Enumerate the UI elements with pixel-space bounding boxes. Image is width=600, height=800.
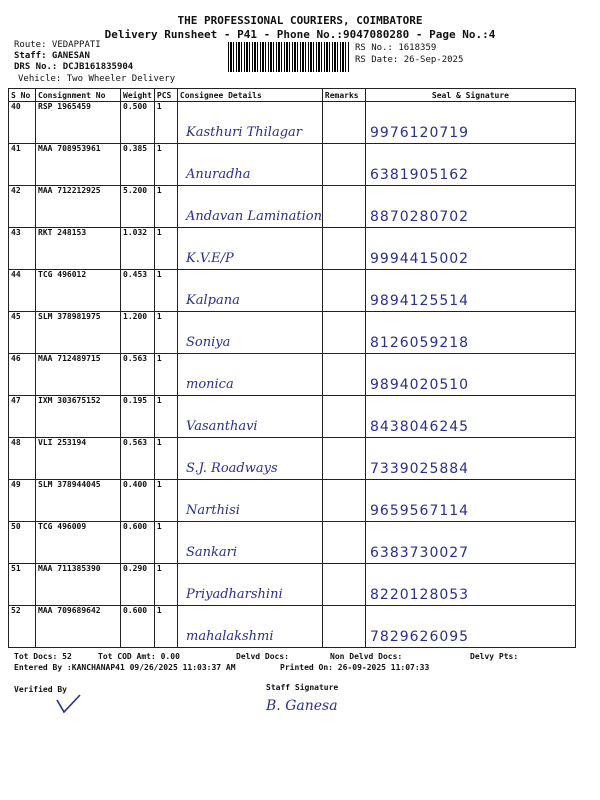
col-remarks: Remarks — [322, 89, 365, 102]
cell-consignment-no: RSP 1965459 — [36, 102, 121, 144]
handwritten-consignee-name: mahalakshmi — [186, 629, 274, 644]
cell-pcs: 1 — [154, 102, 177, 144]
cell-weight: 1.032 — [121, 228, 155, 270]
cell-weight: 0.385 — [121, 144, 155, 186]
cell-remarks — [322, 564, 365, 606]
cell-remarks — [322, 186, 365, 228]
verified-signature-mark — [54, 692, 84, 716]
cell-weight: 0.195 — [121, 396, 155, 438]
cell-weight: 0.290 — [121, 564, 155, 606]
delivery-points: Delvy Pts: — [470, 652, 519, 661]
handwritten-consignee-name: S.J. Roadways — [186, 461, 278, 476]
barcode — [228, 42, 350, 72]
cell-sno: 48 — [9, 438, 36, 480]
handwritten-consignee-name: Kasthuri Thilagar — [186, 125, 303, 140]
handwritten-phone-number: 8438046245 — [370, 419, 470, 435]
handwritten-phone-number: 9659567114 — [370, 503, 470, 519]
non-delivered-docs: Non Delvd Docs: — [330, 652, 403, 661]
cell-sno: 42 — [9, 186, 36, 228]
delivered-docs: Delvd Docs: — [236, 652, 289, 661]
cell-remarks — [322, 606, 365, 648]
cell-pcs: 1 — [154, 312, 177, 354]
table-row — [9, 480, 576, 522]
cell-remarks — [322, 522, 365, 564]
cell-remarks — [322, 480, 365, 522]
cell-pcs: 1 — [154, 186, 177, 228]
handwritten-consignee-name: monica — [186, 377, 234, 392]
cell-weight: 0.600 — [121, 606, 155, 648]
col-consignment: Consignment No — [36, 89, 121, 102]
handwritten-consignee-name: Sankari — [186, 545, 238, 560]
table-row — [9, 438, 576, 480]
cell-consignment-no: SLM 378944045 — [36, 480, 121, 522]
col-consignee: Consignee Details — [177, 89, 322, 102]
cell-pcs: 1 — [154, 396, 177, 438]
runsheet-table — [8, 88, 576, 648]
handwritten-phone-number: 9894125514 — [370, 293, 470, 309]
verified-by-label: Verified By — [14, 685, 67, 694]
staff-label: Staff: GANESAN — [14, 51, 90, 61]
cell-weight: 0.400 — [121, 480, 155, 522]
col-pcs: PCS — [154, 89, 177, 102]
handwritten-phone-number: 8870280702 — [370, 209, 470, 225]
total-docs: Tot Docs: 52 — [14, 652, 72, 661]
cell-weight: 0.600 — [121, 522, 155, 564]
total-cod: Tot COD Amt: 0.00 — [98, 652, 180, 661]
cell-sno: 41 — [9, 144, 36, 186]
cell-sno: 49 — [9, 480, 36, 522]
handwritten-phone-number: 7339025884 — [370, 461, 470, 477]
cell-pcs: 1 — [154, 228, 177, 270]
col-weight: Weight — [121, 89, 155, 102]
cell-consignment-no: MAA 712489715 — [36, 354, 121, 396]
staff-signature-name: B. Ganesa — [266, 698, 338, 714]
cell-pcs: 1 — [154, 270, 177, 312]
rs-date: RS Date: 26-Sep-2025 — [355, 55, 464, 65]
cell-sno: 43 — [9, 228, 36, 270]
table-row — [9, 564, 576, 606]
staff-signature-label: Staff Signature — [266, 683, 339, 692]
col-seal-signature: Seal & Signature — [365, 89, 575, 102]
handwritten-consignee-name: Soniya — [186, 335, 231, 350]
handwritten-consignee-name: Anuradha — [186, 167, 251, 182]
handwritten-consignee-name: Andavan Lamination — [186, 209, 323, 224]
cell-weight: 0.563 — [121, 438, 155, 480]
cell-consignment-no: MAA 712212925 — [36, 186, 121, 228]
cell-sno: 51 — [9, 564, 36, 606]
cell-consignment-no: TCG 496009 — [36, 522, 121, 564]
handwritten-phone-number: 8126059218 — [370, 335, 470, 351]
cell-consignment-no: MAA 711385390 — [36, 564, 121, 606]
cell-consignment-no: IXM 303675152 — [36, 396, 121, 438]
route-label: Route: VEDAPPATI — [14, 40, 101, 50]
cell-weight: 0.453 — [121, 270, 155, 312]
handwritten-phone-number: 7829626095 — [370, 629, 470, 645]
drs-number: DRS No.: DCJB161835904 — [14, 62, 134, 72]
cell-pcs: 1 — [154, 522, 177, 564]
handwritten-consignee-name: K.V.E/P — [186, 251, 234, 266]
cell-consignment-no: MAA 709689642 — [36, 606, 121, 648]
cell-sno: 50 — [9, 522, 36, 564]
cell-remarks — [322, 438, 365, 480]
cell-remarks — [322, 354, 365, 396]
table-row — [9, 312, 576, 354]
runsheet-subtitle: Delivery Runsheet - P41 - Phone No.:9047080280 - Page No.:4 — [104, 28, 496, 41]
table-row — [9, 270, 576, 312]
handwritten-consignee-name: Vasanthavi — [186, 419, 258, 434]
runsheet-title: THE PROFESSIONAL COURIERS, COIMBATORE — [177, 14, 423, 27]
handwritten-phone-number: 6383730027 — [370, 545, 470, 561]
cell-weight: 1.200 — [121, 312, 155, 354]
handwritten-phone-number: 9994415002 — [370, 251, 470, 267]
handwritten-phone-number: 8220128053 — [370, 587, 470, 603]
handwritten-consignee-name: Narthisi — [186, 503, 240, 518]
cell-sno: 40 — [9, 102, 36, 144]
handwritten-consignee-name: Priyadharshini — [186, 587, 283, 602]
table-row — [9, 144, 576, 186]
cell-consignment-no: MAA 708953961 — [36, 144, 121, 186]
printed-on: Printed On: 26-09-2025 11:07:33 — [280, 663, 430, 672]
rs-number: RS No.: 1618359 — [355, 43, 437, 53]
col-sno: S No — [9, 89, 36, 102]
cell-pcs: 1 — [154, 354, 177, 396]
cell-pcs: 1 — [154, 606, 177, 648]
cell-sno: 52 — [9, 606, 36, 648]
table-row — [9, 522, 576, 564]
table-row — [9, 396, 576, 438]
cell-remarks — [322, 102, 365, 144]
cell-remarks — [322, 396, 365, 438]
table-row — [9, 228, 576, 270]
cell-weight: 5.200 — [121, 186, 155, 228]
cell-consignment-no: SLM 378981975 — [36, 312, 121, 354]
cell-sno: 47 — [9, 396, 36, 438]
handwritten-phone-number: 9894020510 — [370, 377, 470, 393]
cell-weight: 0.500 — [121, 102, 155, 144]
handwritten-consignee-name: Kalpana — [186, 293, 240, 308]
cell-remarks — [322, 270, 365, 312]
cell-weight: 0.563 — [121, 354, 155, 396]
cell-pcs: 1 — [154, 438, 177, 480]
handwritten-phone-number: 6381905162 — [370, 167, 470, 183]
cell-sno: 46 — [9, 354, 36, 396]
cell-sno: 45 — [9, 312, 36, 354]
cell-consignment-no: TCG 496012 — [36, 270, 121, 312]
vehicle-label: Vehicle: Two Wheeler Delivery — [18, 74, 176, 84]
handwritten-phone-number: 9976120719 — [370, 125, 470, 141]
cell-consignment-no: VLI 253194 — [36, 438, 121, 480]
cell-sno: 44 — [9, 270, 36, 312]
cell-remarks — [322, 144, 365, 186]
cell-pcs: 1 — [154, 564, 177, 606]
table-row — [9, 606, 576, 648]
cell-remarks — [322, 228, 365, 270]
cell-consignment-no: RKT 248153 — [36, 228, 121, 270]
table-row — [9, 354, 576, 396]
entered-by: Entered By :KANCHANAP41 09/26/2025 11:03:37 AM — [14, 663, 236, 672]
cell-remarks — [322, 312, 365, 354]
cell-pcs: 1 — [154, 480, 177, 522]
cell-pcs: 1 — [154, 144, 177, 186]
